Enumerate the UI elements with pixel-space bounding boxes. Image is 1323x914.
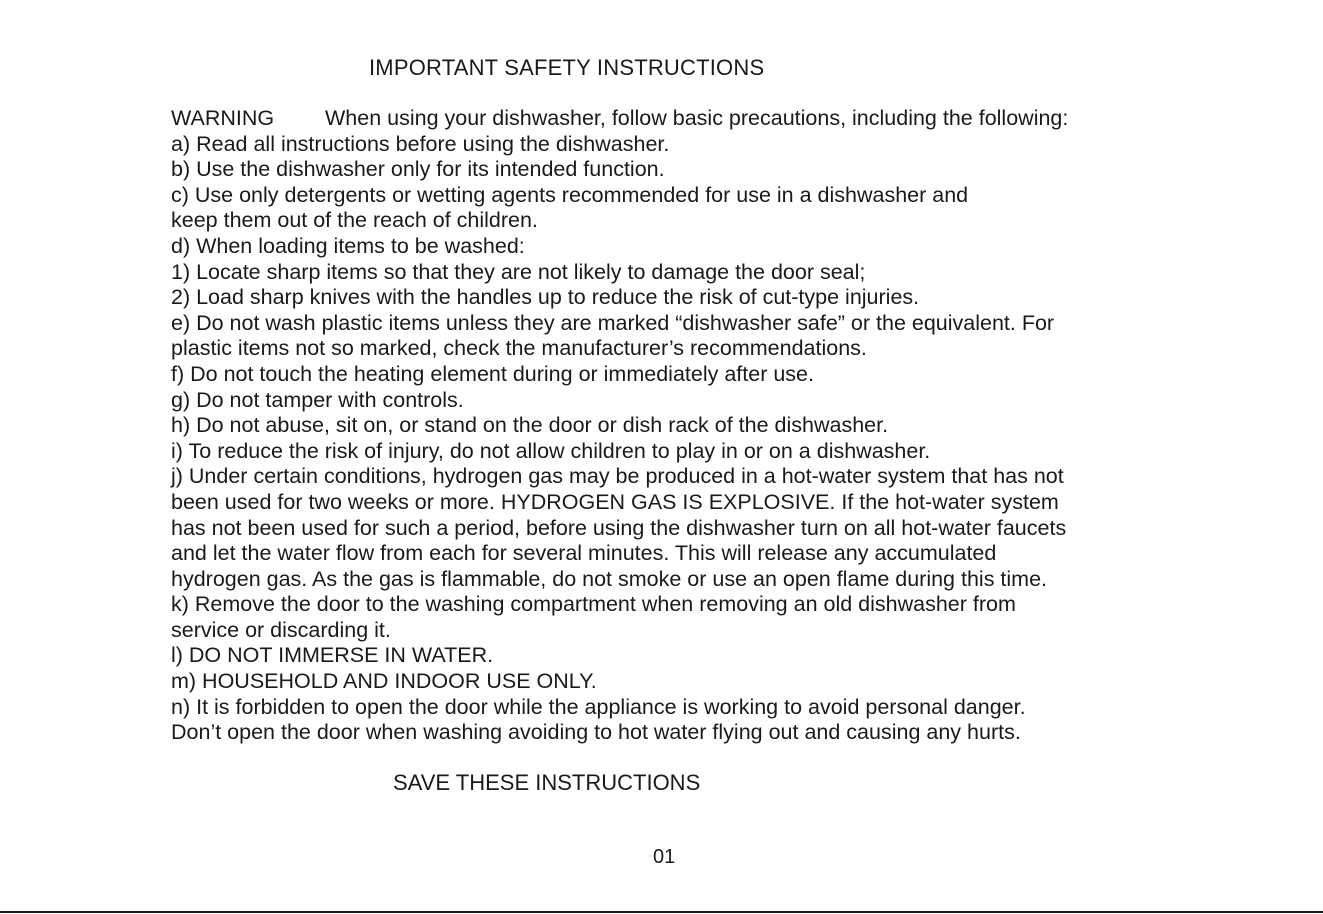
instruction-line: k) Remove the door to the washing compartment when removing an old dishwasher from: [171, 592, 1016, 617]
instruction-line: d) When loading items to be washed:: [171, 233, 525, 258]
bottom-rule: [0, 911, 1323, 913]
instruction-line: and let the water flow from each for several minutes. This will release any accumulated: [171, 541, 997, 566]
instruction-line: 1) Locate sharp items so that they are not likely to damage the door seal;: [171, 259, 866, 284]
warning-line: [171, 106, 1281, 132]
instruction-line: keep them out of the reach of children.: [171, 208, 538, 233]
instruction-line: 2) Load sharp knives with the handles up to reduce the risk of cut-type injuries.: [171, 285, 920, 310]
warning-text: When using your dishwasher, follow basic precautions, including the following:: [325, 106, 1069, 130]
instruction-line: g) Do not tamper with controls.: [171, 387, 464, 412]
instruction-line: f) Do not touch the heating element during or immediately after use.: [171, 361, 814, 386]
instruction-line: service or discarding it.: [171, 617, 391, 642]
page-number: 01: [653, 846, 676, 868]
instruction-line: i) To reduce the risk of injury, do not allow children to play in or on a dishwasher.: [171, 438, 931, 463]
instruction-line: c) Use only detergents or wetting agents recommended for use in a dishwasher and: [171, 182, 969, 207]
instructions-body: [171, 106, 1281, 746]
instruction-line: j) Under certain conditions, hydrogen gas may be produced in a hot-water system that has not: [171, 464, 1064, 489]
instruction-line: Don’t open the door when washing avoiding to hot water flying out and causing any hurts.: [171, 720, 1021, 745]
instruction-line: hydrogen gas. As the gas is flammable, do not smoke or use an open flame during this time.: [171, 566, 1048, 591]
warning-label: WARNING: [171, 106, 275, 130]
instruction-line: been used for two weeks or more. HYDROGEN GAS IS EXPLOSIVE. If the hot-water system: [171, 489, 1059, 514]
instruction-line: m) HOUSEHOLD AND INDOOR USE ONLY.: [171, 669, 597, 694]
instruction-line: b) Use the dishwasher only for its intended function.: [171, 157, 665, 182]
instruction-line: e) Do not wash plastic items unless they are marked “dishwasher safe” or the equivalent. For: [171, 310, 1055, 335]
instruction-line: h) Do not abuse, sit on, or stand on the door or dish rack of the dishwasher.: [171, 413, 889, 438]
instruction-line: n) It is forbidden to open the door while the appliance is working to avoid personal danger.: [171, 694, 1026, 719]
save-instructions-heading: SAVE THESE INSTRUCTIONS: [393, 770, 701, 795]
instruction-line: has not been used for such a period, before using the dishwasher turn on all hot-water faucets: [171, 515, 1067, 540]
instruction-line: plastic items not so marked, check the manufacturer’s recommendations.: [171, 336, 867, 361]
page-title: IMPORTANT SAFETY INSTRUCTIONS: [369, 55, 765, 80]
instruction-line: l) DO NOT IMMERSE IN WATER.: [171, 643, 494, 668]
instruction-line: a) Read all instructions before using the dishwasher.: [171, 131, 670, 156]
